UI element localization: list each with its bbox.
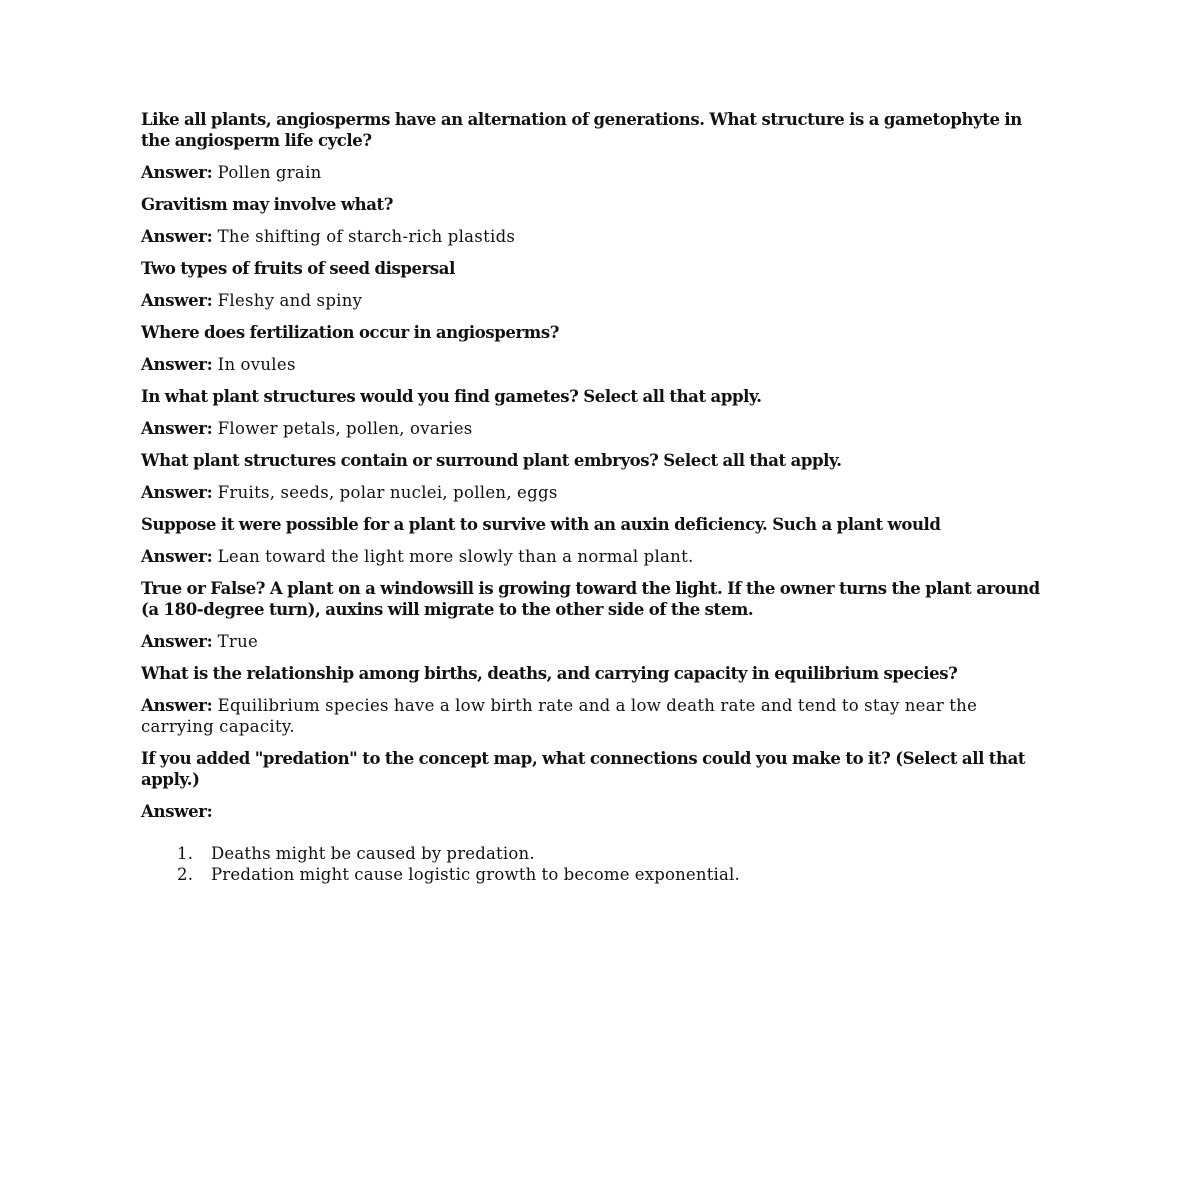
question-text: Two types of fruits of seed dispersal	[141, 259, 455, 278]
answer-list	[141, 843, 1053, 885]
qa-item	[141, 386, 1053, 439]
answer-text: True	[212, 632, 259, 651]
qa-item	[141, 194, 1053, 247]
qa-item	[141, 748, 1053, 885]
list-item-text: Predation might cause logistic growth to become exponential.	[211, 865, 740, 884]
qa-item	[141, 258, 1053, 311]
qa-item	[141, 109, 1053, 183]
answer-label: Answer:	[141, 696, 213, 715]
answer-line	[141, 354, 1053, 375]
document-page	[141, 109, 1053, 885]
list-item	[141, 843, 1053, 864]
question-text: If you added "predation" to the concept map, what connections could you make to it? (Select all that apply.)	[141, 749, 1026, 789]
answer-label: Answer:	[141, 802, 213, 821]
list-item-number: 2.	[177, 865, 194, 884]
question-text: Like all plants, angiosperms have an alternation of generations. What structure is a gametophyte in the angiosperm life cycle?	[141, 110, 1022, 150]
question-text: Suppose it were possible for a plant to survive with an auxin deficiency. Such a plant would	[141, 515, 941, 534]
answer-text: Fruits, seeds, polar nuclei, pollen, eggs	[212, 483, 558, 502]
answer-line	[141, 801, 1053, 822]
answer-label: Answer:	[141, 163, 213, 182]
qa-item	[141, 578, 1053, 652]
answer-line	[141, 546, 1053, 567]
answer-line	[141, 695, 1053, 737]
question-text: True or False? A plant on a windowsill is growing toward the light. If the owner turns the plant around (a 180-degree turn), auxins will migrate to the other side of the stem.	[141, 579, 1040, 619]
question-text: In what plant structures would you find gametes? Select all that apply.	[141, 387, 762, 406]
answer-line	[141, 418, 1053, 439]
answer-text: The shifting of starch-rich plastids	[212, 227, 516, 246]
qa-item	[141, 450, 1053, 503]
question-text: What plant structures contain or surround plant embryos? Select all that apply.	[141, 451, 842, 470]
answer-label: Answer:	[141, 291, 213, 310]
question-text: What is the relationship among births, deaths, and carrying capacity in equilibrium species?	[141, 664, 958, 683]
answer-text: Equilibrium species have a low birth rate and a low death rate and tend to stay near the carrying capacity.	[141, 696, 978, 736]
answer-text: Flower petals, pollen, ovaries	[212, 419, 473, 438]
answer-label: Answer:	[141, 547, 213, 566]
answer-line	[141, 290, 1053, 311]
answer-text: Pollen grain	[212, 163, 322, 182]
answer-text: Lean toward the light more slowly than a normal plant.	[212, 547, 694, 566]
answer-line	[141, 226, 1053, 247]
qa-item	[141, 322, 1053, 375]
question-text: Where does fertilization occur in angiosperms?	[141, 323, 560, 342]
question-text: Gravitism may involve what?	[141, 195, 394, 214]
answer-label: Answer:	[141, 632, 213, 651]
answer-line	[141, 631, 1053, 652]
answer-line	[141, 482, 1053, 503]
answer-label: Answer:	[141, 227, 213, 246]
list-item-number: 1.	[177, 844, 194, 863]
list-item-text: Deaths might be caused by predation.	[211, 844, 535, 863]
qa-item	[141, 663, 1053, 737]
answer-label: Answer:	[141, 355, 213, 374]
list-item	[141, 864, 1053, 885]
answer-label: Answer:	[141, 483, 213, 502]
answer-label: Answer:	[141, 419, 213, 438]
answer-line	[141, 162, 1053, 183]
answer-text: In ovules	[212, 355, 296, 374]
qa-item	[141, 514, 1053, 567]
answer-text: Fleshy and spiny	[212, 291, 363, 310]
